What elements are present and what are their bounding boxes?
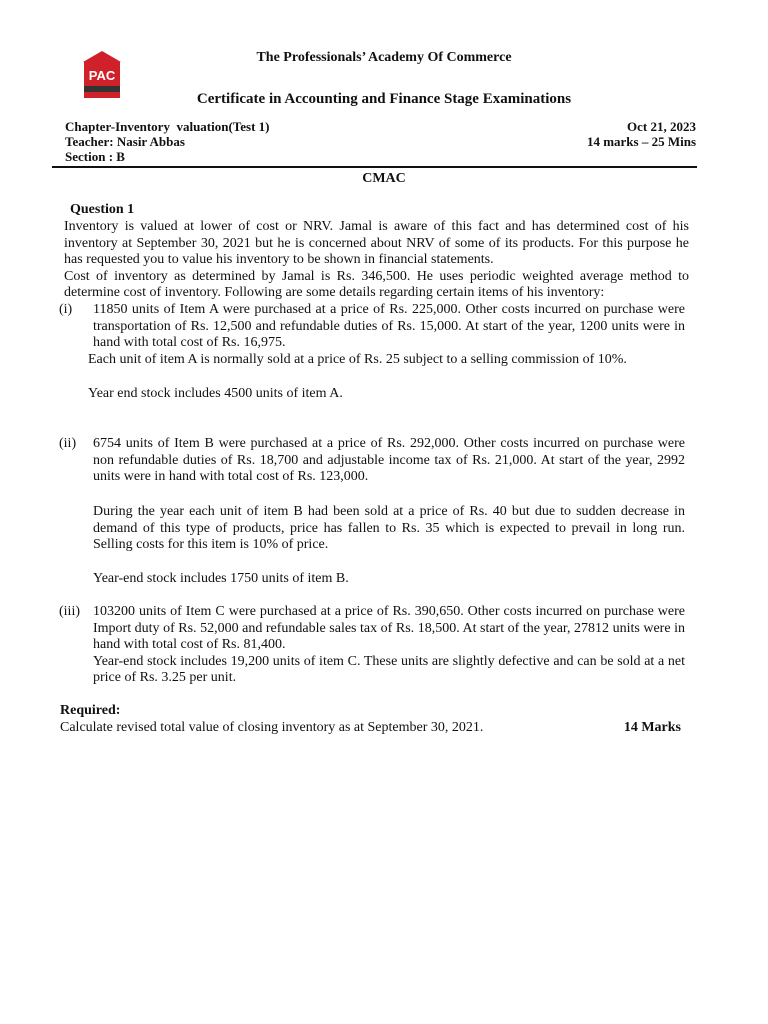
section-label: Section : B [65,149,125,164]
required-text: Calculate revised total value of closing inventory as at September 30, 2021. [60,720,484,735]
item-b-purchase: 6754 units of Item B were purchased at a price of Rs. 292,000. Other costs incurred on purchase were non refundable duties of Rs. 18,700 and adjustable income tax of Rs. 21,000. At start of the year, 2992 units were in hand with total cost of Rs. 123,000. [93,436,685,484]
item-a-stock: Year end stock includes 4500 units of item A. [88,386,343,401]
certificate-title: Certificate in Accounting and Finance Stage Examinations [196,91,572,107]
marks-label: 14 Marks [623,720,681,735]
intro-paragraph-1: Inventory is valued at lower of cost or NRV. Jamal is aware of this fact and has determined cost of his inventory at September 30, 2021 but he is concerned about NRV of some of its products. For this purpose he has requested you to value his inventory to be shown in financial statements. [64,219,689,267]
marks-time: 14 marks – 25 Mins [586,134,696,149]
item-c-details [93,604,685,687]
intro-paragraph-2: Cost of inventory as determined by Jamal is Rs. 346,500. He uses periodic weighted average method to determine cost of inventory. Following are some details regarding certain items of his inventory: [64,268,689,300]
teacher-label: Teacher: Nasir Abbas [65,134,185,149]
item-number: (i) [59,302,73,317]
exam-date: Oct 21, 2023 [627,119,696,134]
chapter-label: Chapter-Inventory valuation(Test 1) [65,119,270,134]
item-c-purchase: 103200 units of Item C were purchased at a price of Rs. 390,650. Other costs incurred on purchase were Import duty of Rs. 52,000 and refundable sales tax of Rs. 18,500. At start of the year, 27812 units were in hand with total cost of Rs. 81,400. [93,604,685,652]
item-number: (ii) [59,436,77,451]
required-title: Required: [60,703,121,718]
logo-text: PAC [88,68,116,83]
academy-name: The Professionals’ Academy Of Commerce [256,50,512,65]
header-divider [52,166,697,168]
item-a-purchase: 11850 units of Item A were purchased at a price of Rs. 225,000. Other costs incurred on purchase were transportation of Rs. 12,500 and refundable duties of Rs. 15,000. At start of the year, 1200 units were in hand with total cost of Rs. 16,975. [93,302,685,350]
meta-right [587,119,696,149]
item-b-selling: During the year each unit of item B had been sold at a price of Rs. 40 but due to sudden decrease in demand of this type of products, price has fallen to Rs. 35 which is expected to prevail in long run. Selling costs for this item is 10% of price. [93,504,685,552]
question-intro [64,219,689,302]
item-b-stock: Year-end stock includes 1750 units of item B. [93,571,349,586]
subject-title: CMAC [362,171,406,186]
meta-left [65,119,270,164]
item-a-selling: Each unit of item A is normally sold at a price of Rs. 25 subject to a selling commission of 10%. [88,352,627,367]
item-c-stock: Year-end stock includes 19,200 units of item C. These units are slightly defective and can be sold at a net price of Rs. 3.25 per unit. [93,653,685,685]
question-title: Question 1 [70,202,135,217]
item-number: (iii) [59,604,80,619]
